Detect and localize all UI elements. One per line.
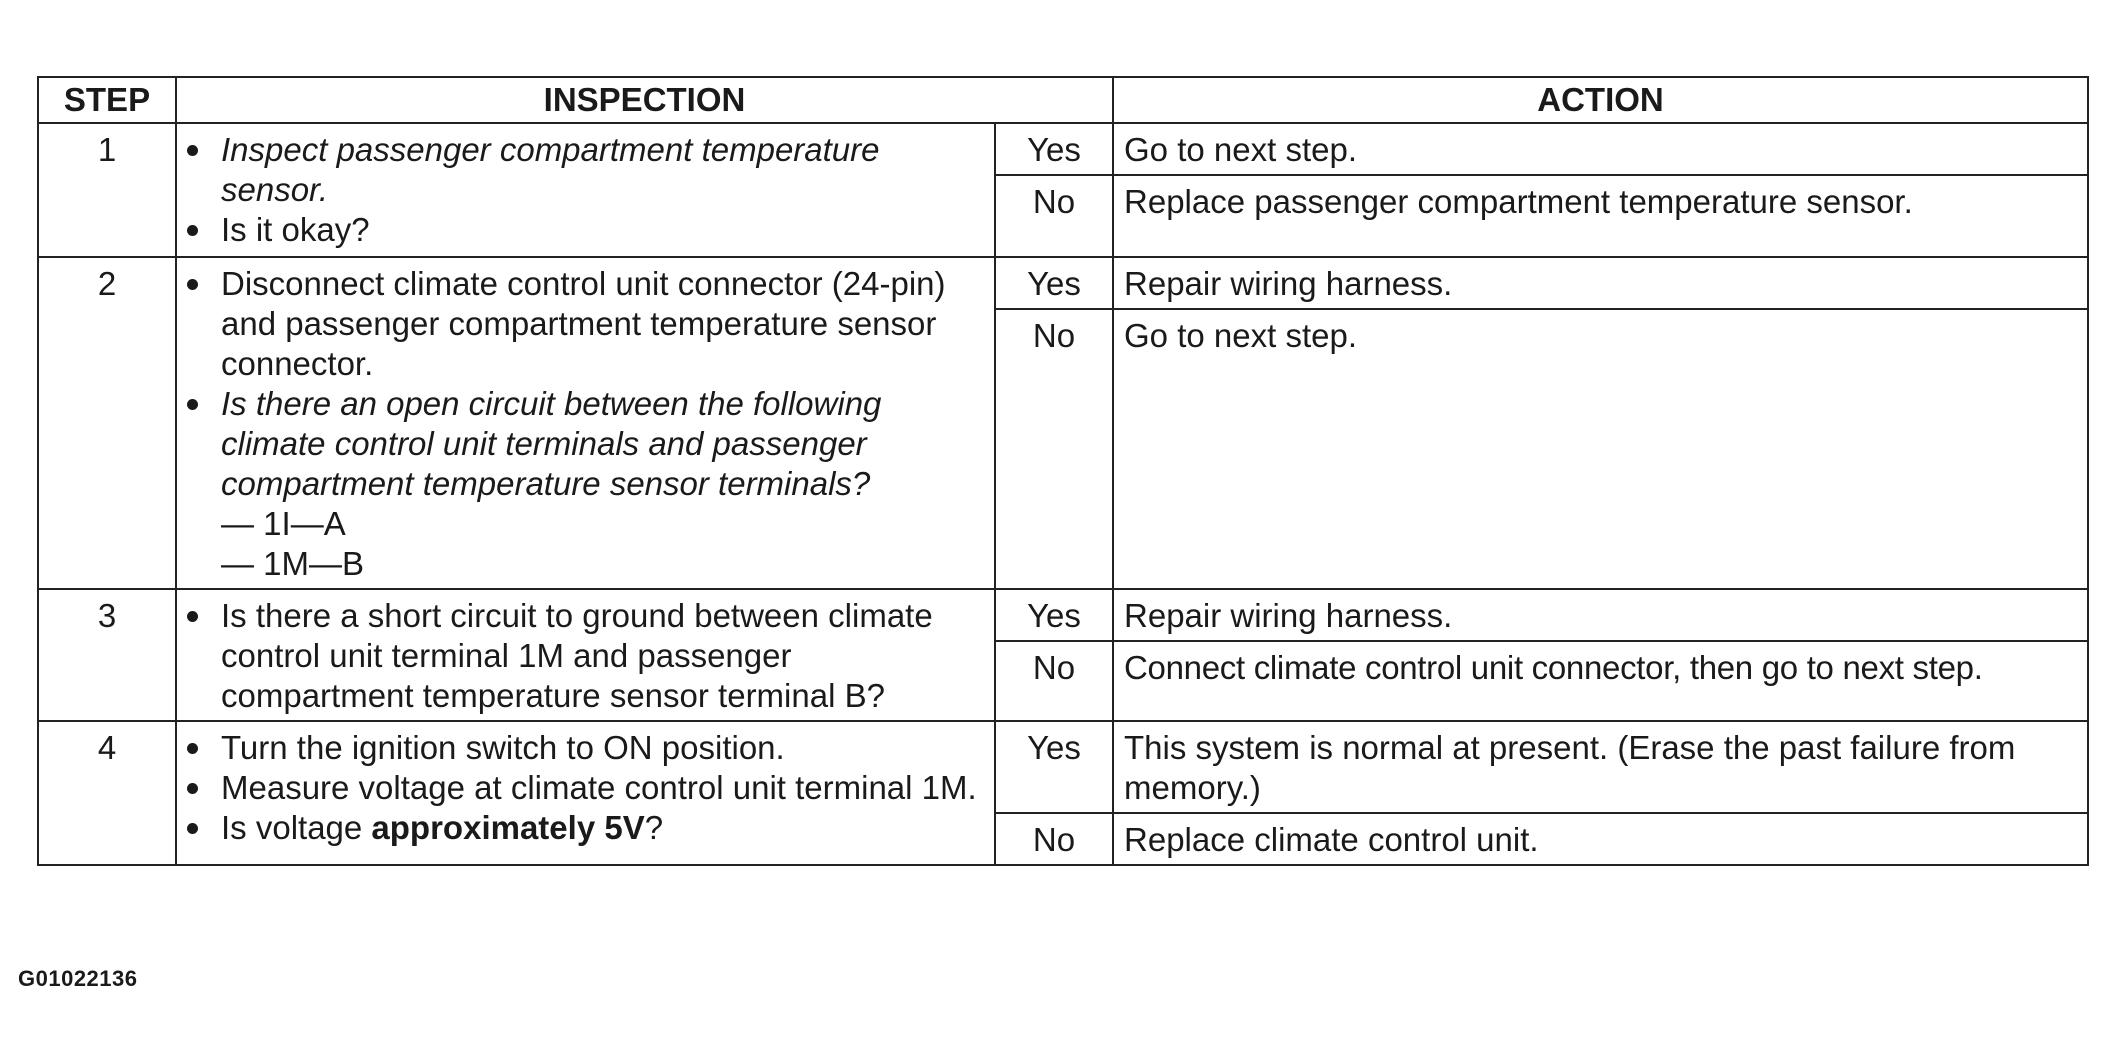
action-yes: Go to next step. bbox=[1113, 123, 2088, 175]
action-no: Replace passenger compartment temperature sensor. bbox=[1113, 175, 2088, 257]
table-row bbox=[38, 589, 2088, 641]
table-row bbox=[38, 123, 2088, 175]
no-label: No bbox=[995, 175, 1113, 257]
table-row bbox=[38, 721, 2088, 813]
inspection-item: Measure voltage at climate control unit terminal 1M. bbox=[221, 768, 984, 808]
step-number: 3 bbox=[38, 589, 176, 721]
action-no: Replace climate control unit. bbox=[1113, 813, 2088, 865]
inspection-text: ? bbox=[644, 809, 664, 846]
inspection-cell bbox=[176, 589, 995, 721]
inspection-cell bbox=[176, 257, 995, 589]
yes-label: Yes bbox=[995, 123, 1113, 175]
inspection-item: Disconnect climate control unit connector (24-pin) and passenger compartment temperature sensor connector. bbox=[221, 264, 984, 384]
step-number: 2 bbox=[38, 257, 176, 589]
inspection-item: Inspect passenger compartment temperature sensor. bbox=[221, 130, 984, 210]
action-no: Connect climate control unit connector, then go to next step. bbox=[1113, 641, 2088, 721]
inspection-item: Is it okay? bbox=[221, 210, 984, 250]
action-yes: This system is normal at present. (Erase the past failure from memory.) bbox=[1113, 721, 2088, 813]
yes-label: Yes bbox=[995, 589, 1113, 641]
table-header-row bbox=[38, 77, 2088, 123]
figure-code: G01022136 bbox=[18, 966, 138, 991]
action-no: Go to next step. bbox=[1113, 309, 2088, 589]
no-label: No bbox=[995, 309, 1113, 589]
yes-label: Yes bbox=[995, 257, 1113, 309]
inspection-table bbox=[37, 76, 2089, 866]
voltage-value: approximately 5V bbox=[371, 809, 645, 846]
header-inspection: INSPECTION bbox=[176, 77, 1113, 123]
inspection-item bbox=[221, 808, 984, 848]
inspection-cell bbox=[176, 123, 995, 257]
action-yes: Repair wiring harness. bbox=[1113, 589, 2088, 641]
no-label: No bbox=[995, 813, 1113, 865]
step-number: 4 bbox=[38, 721, 176, 865]
table-row bbox=[38, 257, 2088, 309]
inspection-item: Turn the ignition switch to ON position. bbox=[221, 728, 984, 768]
header-step: STEP bbox=[38, 77, 176, 123]
inspection-cell bbox=[176, 721, 995, 865]
inspection-item: Is there an open circuit between the following climate control unit terminals and passenger compartment temperature sensor terminals? bbox=[221, 384, 984, 504]
yes-label: Yes bbox=[995, 721, 1113, 813]
action-yes: Repair wiring harness. bbox=[1113, 257, 2088, 309]
inspection-text: Is voltage bbox=[221, 809, 372, 846]
no-label: No bbox=[995, 641, 1113, 721]
step-number: 1 bbox=[38, 123, 176, 257]
header-action: ACTION bbox=[1113, 77, 2088, 123]
inspection-item: Is there a short circuit to ground between climate control unit terminal 1M and passenger compartment temperature sensor terminal B? bbox=[221, 596, 984, 716]
inspection-subitem: — 1M—B bbox=[221, 545, 365, 582]
inspection-subitem: — 1I—A bbox=[221, 505, 346, 542]
